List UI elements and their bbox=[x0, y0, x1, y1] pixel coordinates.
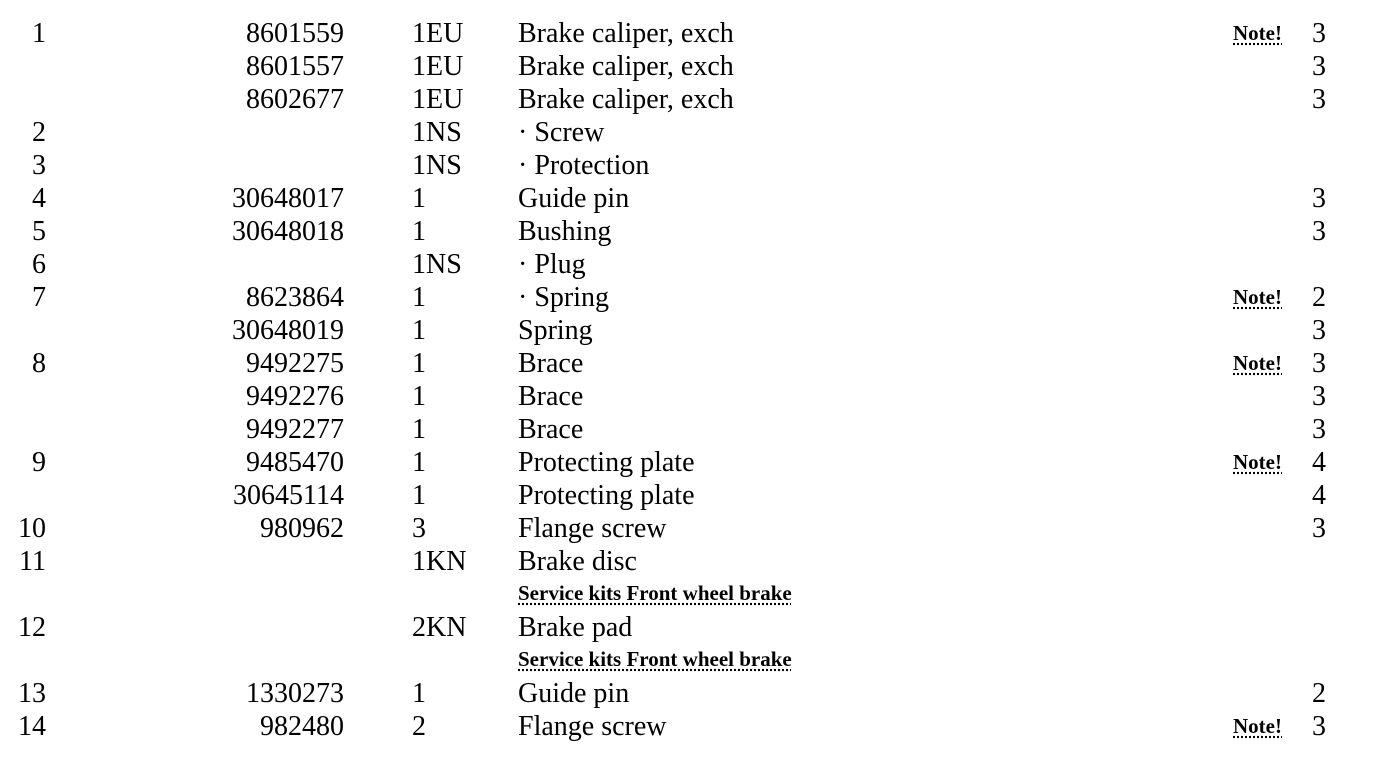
note-link[interactable]: Note! bbox=[1233, 351, 1282, 375]
reference-number: 2 bbox=[1312, 282, 1326, 313]
part-row bbox=[0, 182, 1376, 215]
quantity: 1 bbox=[412, 282, 426, 313]
quantity: 1EU bbox=[412, 51, 464, 82]
description: Spring bbox=[518, 315, 593, 346]
position-number: 7 bbox=[32, 282, 46, 313]
reference-number: 3 bbox=[1312, 711, 1326, 742]
part-row bbox=[0, 281, 1376, 314]
part-number: 8602677 bbox=[246, 84, 344, 115]
position-number: 14 bbox=[18, 711, 46, 742]
position-number: 2 bbox=[32, 117, 46, 148]
position-number: 9 bbox=[32, 447, 46, 478]
position-number: 3 bbox=[32, 150, 46, 181]
position-number: 1 bbox=[32, 18, 46, 49]
description: Guide pin bbox=[518, 678, 630, 709]
part-number: 30648019 bbox=[232, 315, 344, 346]
part-number: 8601559 bbox=[246, 18, 344, 49]
quantity: 1KN bbox=[412, 546, 467, 577]
reference-number: 3 bbox=[1312, 183, 1326, 214]
quantity: 1NS bbox=[412, 249, 462, 280]
part-row bbox=[0, 710, 1376, 743]
part-number: 30648018 bbox=[232, 216, 344, 247]
position-number: 12 bbox=[18, 612, 46, 643]
part-row bbox=[0, 149, 1376, 182]
description: Protecting plate bbox=[518, 480, 695, 511]
quantity: 1EU bbox=[412, 84, 464, 115]
description: Protecting plate bbox=[518, 447, 695, 478]
description: Brake caliper, exch bbox=[518, 51, 734, 82]
description: · Protection bbox=[518, 150, 650, 181]
quantity: 1 bbox=[412, 216, 426, 247]
quantity: 2 bbox=[412, 711, 426, 742]
part-number: 9492277 bbox=[246, 414, 344, 445]
quantity: 1 bbox=[412, 447, 426, 478]
quantity: 1 bbox=[412, 315, 426, 346]
description: Brake disc bbox=[518, 546, 637, 577]
part-row bbox=[0, 413, 1376, 446]
reference-number: 3 bbox=[1312, 381, 1326, 412]
service-kit-row bbox=[0, 644, 1376, 677]
position-number: 5 bbox=[32, 216, 46, 247]
description: Brake caliper, exch bbox=[518, 84, 734, 115]
part-row bbox=[0, 17, 1376, 50]
description: Brace bbox=[518, 414, 584, 445]
quantity: 1 bbox=[412, 348, 426, 379]
part-number: 8601557 bbox=[246, 51, 344, 82]
part-number: 9492276 bbox=[246, 381, 344, 412]
reference-number: 3 bbox=[1312, 18, 1326, 49]
description: Brace bbox=[518, 348, 584, 379]
reference-number: 3 bbox=[1312, 84, 1326, 115]
service-kit-row bbox=[0, 578, 1376, 611]
quantity: 2KN bbox=[412, 612, 467, 643]
description: Brake pad bbox=[518, 612, 633, 643]
reference-number: 3 bbox=[1312, 513, 1326, 544]
reference-number: 3 bbox=[1312, 216, 1326, 247]
note-link[interactable]: Note! bbox=[1233, 450, 1282, 474]
quantity: 1 bbox=[412, 678, 426, 709]
reference-number: 4 bbox=[1312, 480, 1326, 511]
reference-number: 2 bbox=[1312, 678, 1326, 709]
description: · Spring bbox=[518, 282, 609, 313]
quantity: 3 bbox=[412, 513, 426, 544]
part-number: 1330273 bbox=[246, 678, 344, 709]
position-number: 11 bbox=[19, 546, 46, 577]
reference-number: 3 bbox=[1312, 348, 1326, 379]
service-kit-link[interactable]: Service kits Front wheel brake bbox=[518, 581, 792, 605]
part-row bbox=[0, 545, 1376, 578]
note-link[interactable]: Note! bbox=[1233, 714, 1282, 738]
quantity: 1 bbox=[412, 480, 426, 511]
part-row bbox=[0, 83, 1376, 116]
description: Flange screw bbox=[518, 513, 667, 544]
position-number: 13 bbox=[18, 678, 46, 709]
description: Guide pin bbox=[518, 183, 630, 214]
position-number: 6 bbox=[32, 249, 46, 280]
quantity: 1 bbox=[412, 414, 426, 445]
note-link[interactable]: Note! bbox=[1233, 21, 1282, 45]
part-number: 9485470 bbox=[246, 447, 344, 478]
part-row bbox=[0, 50, 1376, 83]
description: Brace bbox=[518, 381, 584, 412]
description: · Plug bbox=[518, 249, 586, 280]
part-row bbox=[0, 314, 1376, 347]
part-number: 30645114 bbox=[233, 480, 344, 511]
service-kit-link[interactable]: Service kits Front wheel brake bbox=[518, 647, 792, 671]
part-row bbox=[0, 248, 1376, 281]
position-number: 8 bbox=[32, 348, 46, 379]
part-row bbox=[0, 446, 1376, 479]
reference-number: 3 bbox=[1312, 414, 1326, 445]
part-row bbox=[0, 116, 1376, 149]
quantity: 1EU bbox=[412, 18, 464, 49]
description: Flange screw bbox=[518, 711, 667, 742]
quantity: 1 bbox=[412, 381, 426, 412]
reference-number: 4 bbox=[1312, 447, 1326, 478]
part-row bbox=[0, 611, 1376, 644]
quantity: 1NS bbox=[412, 150, 462, 181]
part-row bbox=[0, 512, 1376, 545]
part-number: 980962 bbox=[260, 513, 344, 544]
part-row bbox=[0, 347, 1376, 380]
quantity: 1NS bbox=[412, 117, 462, 148]
reference-number: 3 bbox=[1312, 315, 1326, 346]
quantity: 1 bbox=[412, 183, 426, 214]
description: · Screw bbox=[518, 117, 605, 148]
position-number: 10 bbox=[18, 513, 46, 544]
part-number: 8623864 bbox=[246, 282, 344, 313]
note-link[interactable]: Note! bbox=[1233, 285, 1282, 309]
part-row bbox=[0, 215, 1376, 248]
part-number: 982480 bbox=[260, 711, 344, 742]
reference-number: 3 bbox=[1312, 51, 1326, 82]
position-number: 4 bbox=[32, 183, 46, 214]
description: Bushing bbox=[518, 216, 612, 247]
part-row bbox=[0, 677, 1376, 710]
part-number: 9492275 bbox=[246, 348, 344, 379]
part-row bbox=[0, 479, 1376, 512]
part-number: 30648017 bbox=[232, 183, 344, 214]
part-row bbox=[0, 380, 1376, 413]
description: Brake caliper, exch bbox=[518, 18, 734, 49]
